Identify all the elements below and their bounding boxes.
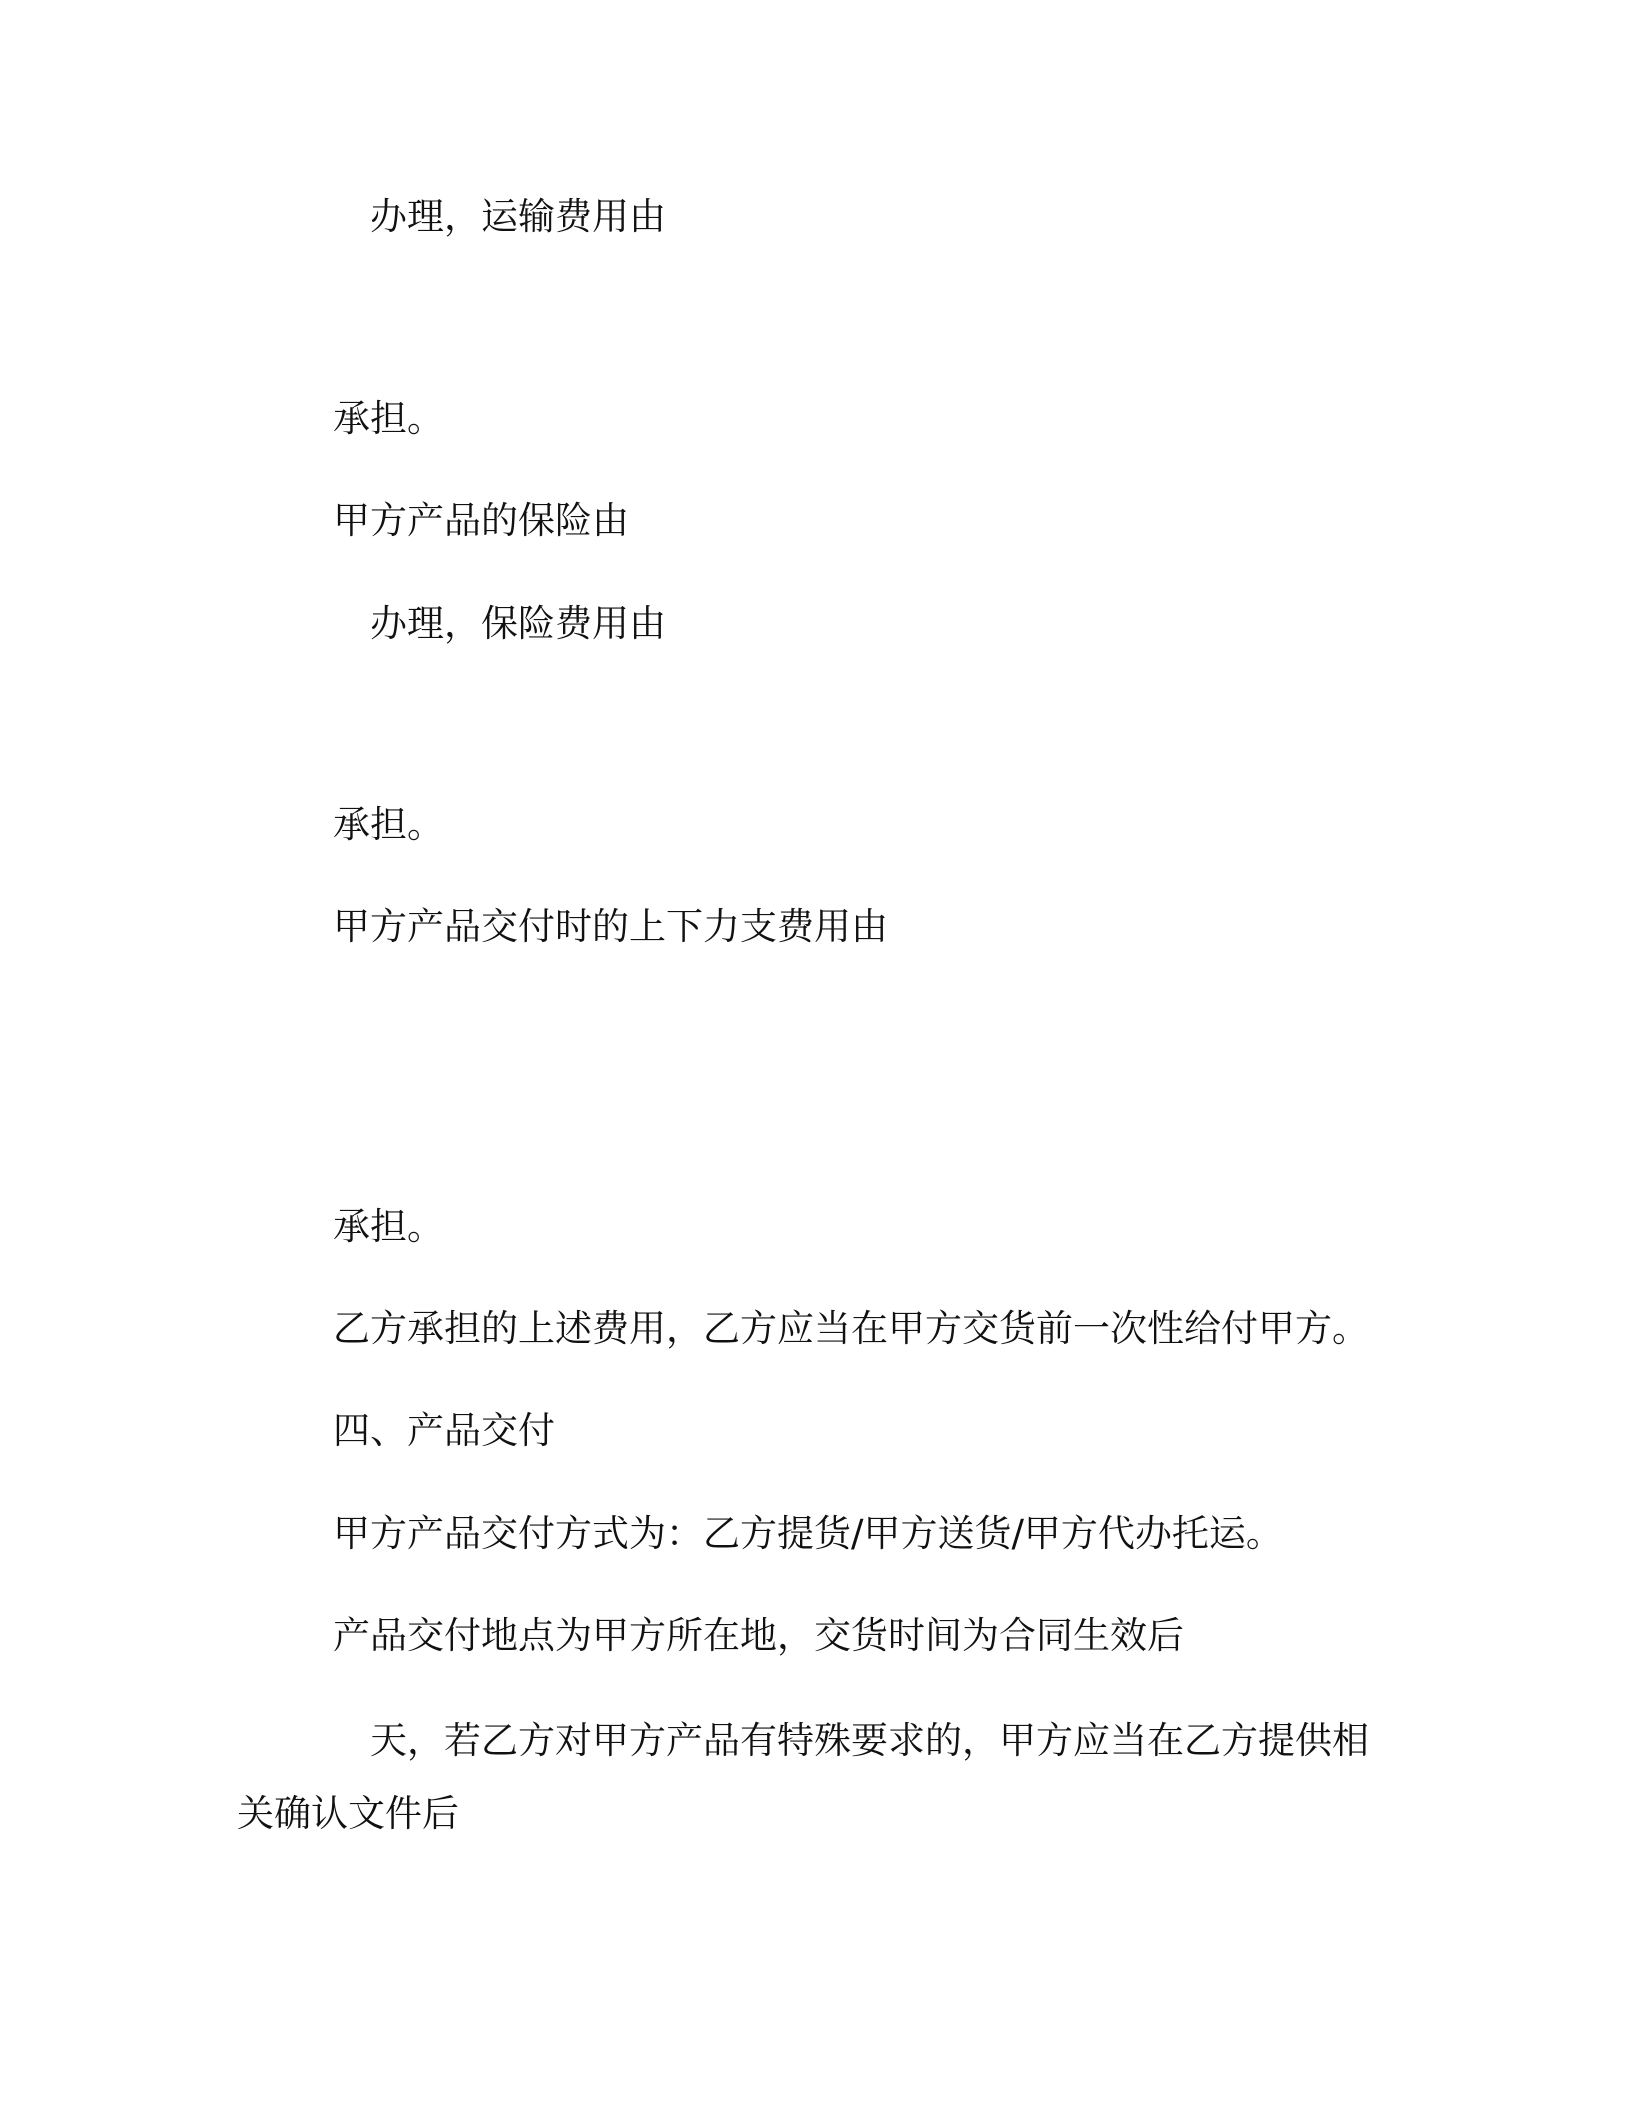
text-line-insurance: 甲方产品的保险由 xyxy=(333,499,629,542)
text-line-delivery-method: 甲方产品交付方式为：乙方提货/甲方送货/甲方代办托运。 xyxy=(333,1512,1283,1555)
text-line-loading-fee: 甲方产品交付时的上下力支费用由 xyxy=(333,905,888,948)
text-line-payment: 乙方承担的上述费用，乙方应当在甲方交货前一次性给付甲方。 xyxy=(333,1307,1369,1350)
text-line-bear-3: 承担。 xyxy=(333,1205,444,1248)
section-heading-delivery: 四、产品交付 xyxy=(333,1409,555,1452)
text-line-delivery-place: 产品交付地点为甲方所在地，交货时间为合同生效后 xyxy=(333,1614,1184,1657)
text-line-bear-1: 承担。 xyxy=(333,397,444,440)
text-line-confirmation: 关确认文件后 xyxy=(237,1792,459,1835)
text-line-special-request: 天，若乙方对甲方产品有特殊要求的，甲方应当在乙方提供相 xyxy=(370,1719,1369,1762)
text-line-bear-2: 承担。 xyxy=(333,803,444,846)
text-line-insurance-fee: 办理，保险费用由 xyxy=(370,602,666,645)
text-line-transport-handling: 办理，运输费用由 xyxy=(370,195,666,238)
